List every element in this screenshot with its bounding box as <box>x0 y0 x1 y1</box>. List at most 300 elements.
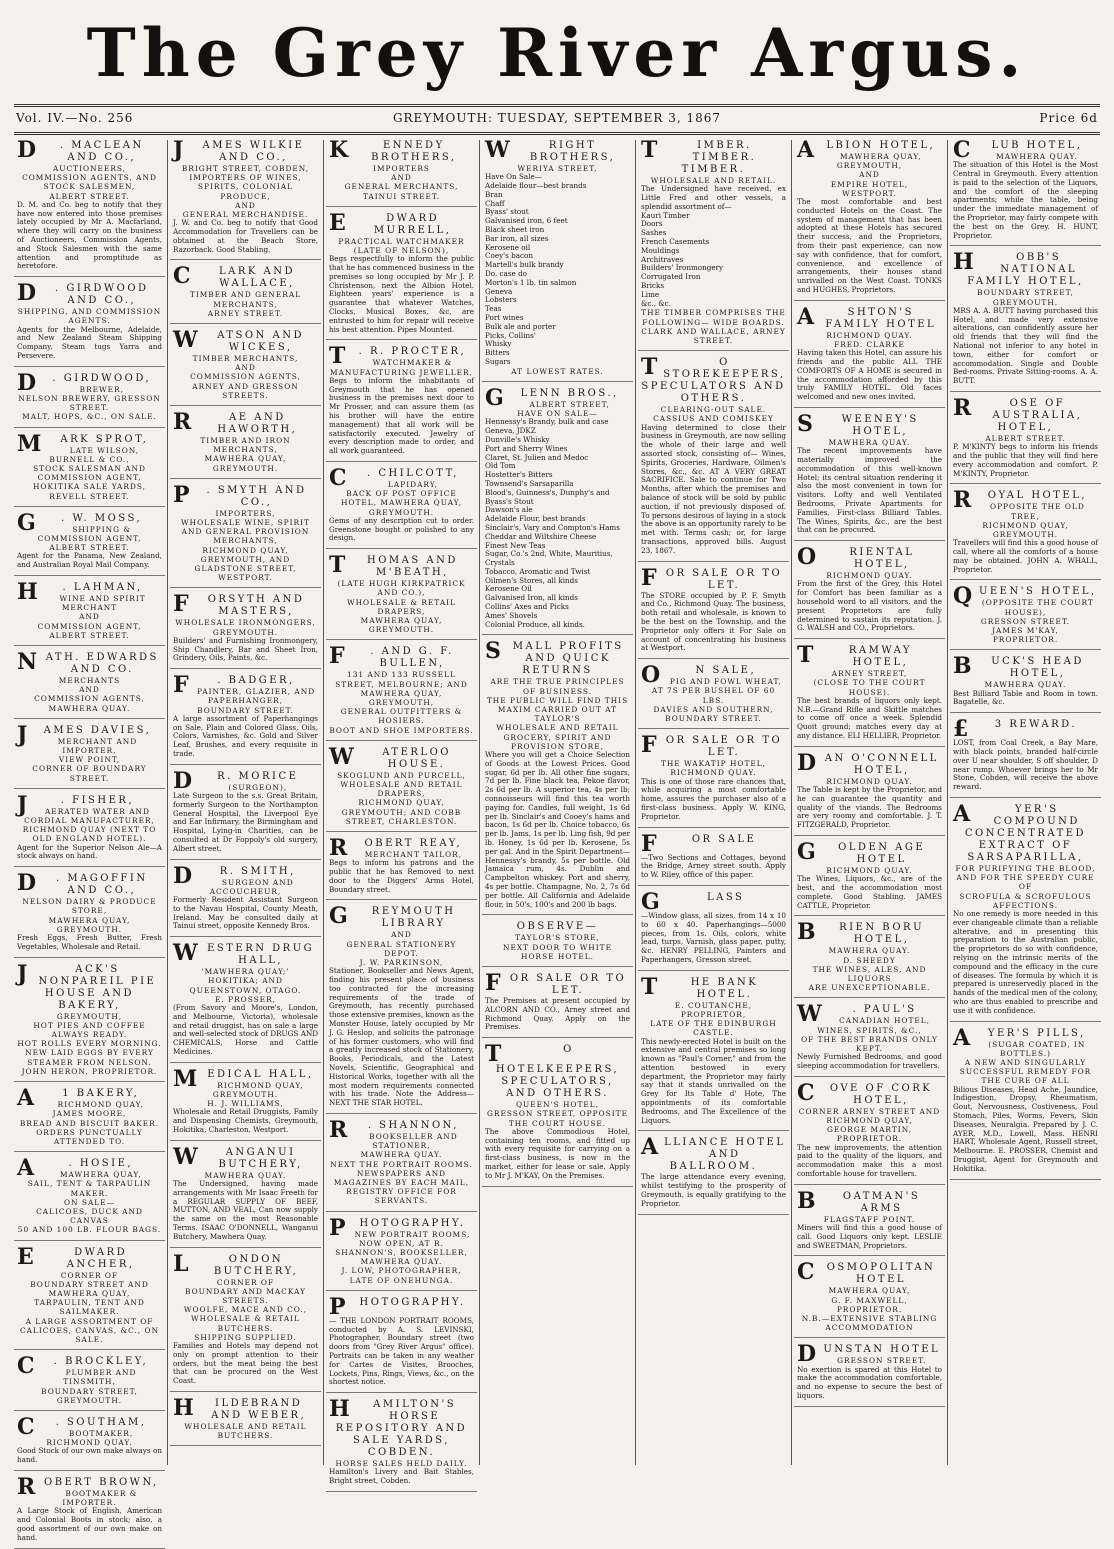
drop-cap: O <box>797 544 819 571</box>
ad-line: ARE UNEXCEPTIONABLE. <box>808 983 931 993</box>
ad-heading-text: HOTOGRAPHY. <box>359 1217 466 1229</box>
ad-heading-text: . GIRDWOOD AND CO., <box>55 283 149 307</box>
ad-body: D. M. and Co. beg to notify that they have now entered into those premises lately occupied by Mr A. Macfarland, where they will carry on the business of Auctioneers, Commission Agents, and Stock Salesmen with the same attention and promptitude as heretofore. <box>17 199 162 271</box>
ad-heading-text: ATSON AND WICKES, <box>217 330 305 354</box>
ad-line: MAWHERA QUAY. <box>204 1170 287 1180</box>
advertisement <box>170 1250 321 1392</box>
ad-line: AUCTIONEERS, <box>52 164 127 173</box>
list-item: Mouldings <box>641 245 680 255</box>
ad-line: WHOLESALE AND RETAIL GROCERY, SPIRIT AND PROVISION STORE, <box>496 723 619 751</box>
ad-line: LATE OF ONEHUNGA. <box>349 1275 454 1285</box>
advertisement <box>14 1243 165 1351</box>
ad-heading-text: 1 BAKERY, <box>62 1088 140 1100</box>
drop-cap: £ <box>953 716 971 743</box>
advertisement <box>170 409 321 479</box>
advertisement <box>794 749 945 836</box>
drop-cap: F <box>485 970 504 997</box>
advertisement <box>950 249 1101 392</box>
ad-line: GEORGE MARTIN, PROPRIETOR. <box>826 1125 913 1144</box>
drop-cap: T <box>329 343 348 370</box>
ad-line: G. F. MAXWELL, PROPRIETOR. <box>831 1295 908 1314</box>
ad-heading <box>797 303 942 331</box>
ad-body: The situation of this Hotel is the Most Central in Greymouth. Every attention is paid to the selection of the Liquors, and the comfort of the sleeping apartments; while the table, being under the immediate management of the Proprietor, may fairly compete with the best on the Grey. H. HUNT, Proprietor. <box>953 160 1098 240</box>
ad-line: WHOLESALE AND RETAIL BUTCHERS. <box>184 1422 307 1441</box>
drop-cap: B <box>797 1187 819 1214</box>
ad-heading-text: . BADGER, <box>217 675 295 687</box>
drop-cap: H <box>953 249 977 276</box>
drop-cap: C <box>329 464 350 491</box>
ad-line: GRESSON STREET. <box>980 616 1071 626</box>
ad-heading-text: OSMOPOLITAN HOTEL <box>826 1262 936 1286</box>
advertisement <box>170 591 321 669</box>
ad-heading <box>17 1243 162 1271</box>
ad-heading-text: AN O'CONNELL HOTEL, <box>824 752 939 776</box>
ad-body: Agent for the Panama, New Zealand, and Australian Royal Mail Company. <box>17 551 162 570</box>
ad-line: RICHMOND QUAY (NEXT TO OLD ENGLAND HOTEL). <box>22 825 157 844</box>
ad-line: COMMISSION AGENT, <box>37 621 142 631</box>
ad-line: PAINTER, GLAZIER, AND PAPERHANGER, <box>196 687 316 706</box>
ad-line: PROPRIETOR. <box>992 635 1059 645</box>
ad-line: AND <box>235 200 256 210</box>
list-item: Chaff <box>485 198 505 208</box>
ad-body: Agent for the Superior Nelson Ale—A stock always on hand. <box>17 842 162 861</box>
drop-cap: C <box>797 1079 818 1106</box>
advertisement <box>14 791 165 867</box>
list-item: Martell's bulk brandy <box>485 260 564 270</box>
ad-line: SCROFULA & SCROFULOUS AFFECTIONS. <box>959 891 1092 910</box>
drop-cap: S <box>797 410 816 437</box>
ad-line: NEW PORTRAIT ROOMS, <box>354 1229 471 1239</box>
advertisement <box>170 1395 321 1446</box>
ad-line: AND <box>79 685 100 695</box>
ad-line: THE PUBLIC WILL FIND THIS MAXIM CARRIED OUT AT <box>486 695 629 715</box>
drop-cap: F <box>329 643 348 670</box>
ad-body: Wholesale and Retail Druggists, Family and Dispensing Chemists, Greymouth, Hokitika, Charleston, Westport. <box>173 1107 318 1135</box>
ad-line: BREWER, <box>79 384 124 394</box>
advertisement <box>14 430 165 507</box>
advertisement <box>794 137 945 301</box>
ad-line: NELSON DAIRY & PRODUCE STORE, <box>22 897 157 916</box>
list-item: &c., &c. <box>641 298 671 308</box>
ad-body: Formerly Resident Assistant Surgeon to the Navau Hospital, County Meath, Ireland. May be consulted daily at Tainui street, opposite Kennedy Bros. <box>173 895 318 931</box>
ad-line: MAWHERA QUAY. <box>48 703 131 713</box>
ad-body: The best brands of liquors only kept. N.B.—Grand Rifle and Skittle matches to come off once a week. Splendid Quoit ground; matches every day at any distance. ELI HELLIER, Proprietor. <box>797 695 942 740</box>
ad-heading <box>173 591 318 618</box>
ad-line: HORSE SALES HELD DAILY. <box>335 1459 468 1469</box>
ad-heading <box>641 354 786 405</box>
advertisement <box>482 1041 633 1186</box>
ad-body: Travellers will find this a good house of call, where all the comforts of a house may be obtained. JOHN A. WHALL, Proprietor. <box>953 538 1098 574</box>
ad-heading-text: OYAL HOTEL, <box>987 490 1088 502</box>
ad-heading-text: LARK AND WALLACE, <box>218 266 296 290</box>
ad-line: MERCHANT TAILOR, <box>364 850 463 860</box>
ad-line: (SURGEON), <box>228 782 288 792</box>
drop-cap: C <box>17 1353 38 1380</box>
ad-heading <box>173 481 318 509</box>
ad-heading-text: UCK'S HEAD HOTEL, <box>991 656 1084 680</box>
ad-heading-text: ACK'S NONPAREIL PIE HOUSE AND BAKERY, <box>38 963 157 1011</box>
drop-cap: T <box>485 1041 504 1068</box>
ad-heading-text: O HOTELKEEPERS, SPECULATORS, AND OTHERS. <box>495 1044 620 1100</box>
ad-line: MAWHERA QUAY. <box>828 946 911 956</box>
drop-cap: R <box>173 409 194 436</box>
ad-line: COMMISSION AGENTS, <box>34 694 145 704</box>
ad-line: MAWHERA QUAY. <box>984 680 1067 690</box>
advertisement <box>14 721 165 789</box>
ad-line: ARE THE TRUE PRINCIPLES OF BUSINESS. <box>490 677 625 696</box>
ad-line: ARNEY STREET. <box>207 308 284 318</box>
ad-heading-text: . R. PROCTER, <box>358 346 467 358</box>
advertisement <box>326 1214 477 1291</box>
ad-heading-text: YER'S COMPOUND CONCENTRATED EXTRACT OF SARSAPARILLA, <box>964 803 1087 863</box>
ad-line: WINE AND SPIRIT MERCHANT <box>59 594 146 613</box>
ad-heading <box>173 137 318 164</box>
advertisement <box>950 1024 1101 1180</box>
ad-line: J. LOW, PHOTOGRAPHER, <box>341 1266 462 1276</box>
drop-cap: G <box>485 384 507 411</box>
ad-line: HOKITIKA; AND QUEENSTOWN, OTAGO. <box>189 976 302 995</box>
ad-line: TIMBER AND IRON MERCHANTS, <box>200 436 291 455</box>
drop-cap: W <box>173 940 201 967</box>
drop-cap: B <box>797 919 819 946</box>
ad-heading <box>953 716 1098 743</box>
ad-heading-text: AMES DAVIES, <box>43 724 152 736</box>
issue-date: GREYMOUTH: TUESDAY, SEPTEMBER 3, 1867 <box>392 111 722 125</box>
advertisement <box>950 137 1101 246</box>
ad-heading-text: OR SALE OR TO LET. <box>665 735 783 759</box>
masthead <box>0 0 1114 100</box>
ad-heading-text: ARK SPROT, <box>60 433 149 445</box>
list-item: Sinclair's, Vary and Compton's Hams <box>485 522 620 532</box>
ad-line: HOKITIKA SALE YARDS, <box>32 482 147 492</box>
ad-heading <box>17 870 162 897</box>
ad-line: SURGEON AND ACCOUCHEUR, <box>209 877 294 896</box>
advertisement <box>794 838 945 916</box>
ad-heading-text: . BROCKLEY, <box>53 1356 149 1368</box>
ad-line: ARNEY STREET, <box>831 669 908 679</box>
list-item: Kauri Timber <box>641 210 690 220</box>
advertisement <box>326 1396 477 1492</box>
ad-heading <box>797 1079 942 1107</box>
ad-heading-text: . AND G. F. BULLEN, <box>370 646 454 670</box>
item-list <box>641 212 786 309</box>
ad-line: HAVE ON SALE— <box>517 409 598 419</box>
drop-cap: C <box>953 137 974 163</box>
drop-cap: M <box>173 1065 200 1092</box>
ad-line: ALBERT STREET. <box>49 630 130 640</box>
ad-body: The most comfortable and best conducted Hotels on the Coast. The system of management that has been adopted at these Hotels has secured their success, and the Proprietors, from their past experience, can now say with confidence, that for comfort, convenience, and excellence of arrangements, their houses stand unrivalled on the West Coast. TONKS and HUGHES, Proprietors. <box>797 197 942 294</box>
ad-body: Good Stock of our own make always on hand. <box>17 1446 162 1465</box>
drop-cap: A <box>953 1024 973 1051</box>
ad-body: The above Commodious Hotel, containing ten rooms, and fitted up with every requisite for carrying on a first-class business, is now in the market, either for lease or sale. Apply to Mr J. M'KAY, On the Premises. <box>485 1126 630 1180</box>
ad-line: CLEARING-OUT SALE. <box>660 405 767 415</box>
drop-cap: R <box>953 487 974 514</box>
ad-heading-text: DWARD ANCHER, <box>66 1246 135 1270</box>
drop-cap: E <box>329 209 349 236</box>
advertisement <box>326 903 477 1114</box>
advertisement <box>950 487 1101 580</box>
ad-heading <box>953 800 1098 864</box>
ad-line: RICHMOND QUAY. <box>826 776 913 786</box>
dateline-rule-2 <box>14 134 1100 135</box>
ad-line: WINES, SPIRITS, &C., <box>817 1025 922 1035</box>
list-item: Do. case do <box>485 268 527 278</box>
list-item: Black sheet iron <box>485 224 545 234</box>
advertisement <box>482 970 633 1038</box>
list-item: Bitters <box>485 348 510 358</box>
ad-heading-text: 3 REWARD. <box>994 719 1078 731</box>
ad-heading-text: R. MORICE <box>217 770 299 782</box>
ad-line: RICHMOND QUAY. <box>826 865 913 875</box>
ad-line: JAMES M'KAY, <box>992 625 1059 635</box>
ad-line: JOHN HERON, PROPRIETOR. <box>21 1066 158 1076</box>
ad-line: D. SHEEDY <box>843 955 896 965</box>
advertisement <box>14 1085 165 1152</box>
ad-line: H. J. WILLIAMS, <box>207 1099 284 1109</box>
ad-heading-text: IMBER. TIMBER. TIMBER. <box>681 140 757 175</box>
ad-line: AND <box>79 612 100 622</box>
column-divider <box>635 140 636 1465</box>
drop-cap: F <box>641 732 660 759</box>
ad-body: No one remedy is more needed in this ever changeable climate than a reliable alterative, and in presenting this preparation to the Australian public, the proprietors do so with confidence, relying on the intrinsic merits of the compound and the efficacy in the cure of diseases. The formula by which it is prepared is unreservedly placed in the hands of the medical men of the colony, who are thus enabled to prescribe and use it with confidence. <box>953 908 1098 1015</box>
ad-heading <box>17 280 162 307</box>
ad-body: —Window glass, all sizes, from 14 x 10 to 60 x 40. Paperhangings—5000 pieces, from 1s. Oils, colors, white lead, turps, Varnish, glass paper, putty, &c. HENRY PELLING, Painters and Paperhangers, Gresson street. <box>641 910 786 964</box>
ad-heading <box>17 649 162 676</box>
advertisement <box>170 327 321 406</box>
list-item: Doors <box>641 219 663 229</box>
ad-heading <box>485 1041 630 1100</box>
ad-heading-text: N SALE, <box>695 665 757 677</box>
ad-line: QUEEN'S HOTEL, <box>515 1100 600 1110</box>
ad-line: BOOKSELLER AND STATIONER, <box>369 1131 458 1151</box>
ad-line: REVELL STREET. <box>49 491 130 501</box>
ad-body: Families and Hotels may depend not only on prompt attention to their orders, but the meat being the best that can be procured on the West Coast. <box>173 1341 318 1386</box>
ad-line: CALICOES, DUCK AND CANVAS <box>36 1206 143 1226</box>
advertisement <box>170 1143 321 1248</box>
drop-cap: T <box>641 354 660 381</box>
ad-body: Having determined to close their business in Greymouth, are now selling the whole of their large and well assorted stock, consisting of— Wines, Spirits, Groceries, Hardware, Oilmen's Stores, &c., &c. AT A VERY GREAT SACRIFICE. Sale to continue for Two Months, after which the premises and balance of stock will be sold by public auction, if not previously disposed of. To persons desirous of laying in a stock the above is an opportunity rarely to be met with. Terms cash; or, for large transactions, approved bills. August 23, 1867. <box>641 422 786 555</box>
ad-body: Stationer, Bookseller and News Agent, finding his present place of business too contracted for the increasing requirements of the trade of Greymouth, has recently purchased those extensive premises, known as the Monster House, lately occupied by Mr J. G. Heslop, and solicits the patronage of his former customers, who will find a greatly increased stock of Stationery, Books, Periodicals, and the Latest Novels, Scientific, Geographical and Historical Works, together with all the most modern requirements connected with his trade. Note the Address—NEXT THE STAR HOTEL. <box>329 966 474 1108</box>
drop-cap: C <box>173 263 194 290</box>
list-item: Geneva <box>485 286 513 296</box>
advertisement <box>14 579 165 646</box>
ad-line: LAPIDARY, <box>388 479 439 489</box>
ad-heading <box>797 410 942 438</box>
ad-line: SAIL, TENT & TARPAULIN MAKER. <box>27 1179 152 1198</box>
drop-cap: G <box>797 838 819 865</box>
drop-cap: W <box>329 743 357 770</box>
list-item: Townsend's Sarsaparilla <box>485 478 574 488</box>
list-item: Lime <box>641 289 660 299</box>
ad-line: WHOLESALE & RETAIL DRAPERS, <box>346 597 457 616</box>
ad-line: ORDERS PUNCTUALLY ATTENDED TO. <box>36 1127 143 1146</box>
drop-cap: G <box>329 903 351 930</box>
drop-cap: P <box>329 1214 349 1241</box>
advertisement <box>638 137 789 351</box>
drop-cap: W <box>797 1001 825 1028</box>
advertisement <box>482 137 633 382</box>
advertisement <box>638 732 789 827</box>
columns <box>14 137 1104 1542</box>
advertisement <box>170 862 321 938</box>
ad-line: MAWHERA QUAY. <box>360 1150 443 1160</box>
ad-heading <box>17 137 162 164</box>
ad-heading <box>485 137 630 164</box>
ad-body: LOST, from Coal Creek, a Bay Mare, with black points, branded half-circle over U near shoulder, S off shoulder, D near rump. Whoever brings her to Mr Stone, Cobden, will receive the above reward. <box>953 738 1098 792</box>
list-item: Morton's 1 lb. tin salmon <box>485 277 577 287</box>
advertisement <box>326 1293 477 1393</box>
ad-heading-text: ILDEBRAND AND WEBER, <box>211 1398 307 1422</box>
advertisement <box>950 800 1101 1022</box>
ad-line: WHOLESALE WINE, SPIRIT AND GENERAL PROVISION MERCHANTS, <box>181 518 310 546</box>
ad-heading-text: SHTON'S FAMILY HOTEL <box>825 306 937 330</box>
ad-line: ARNEY AND GRESSON STREETS. <box>192 381 299 400</box>
ad-line: GREYMOUTH. <box>212 463 279 473</box>
list-item: Bar iron, all sizes <box>485 233 549 243</box>
column-divider <box>947 140 948 1465</box>
ad-heading-text: OBSERVE— <box>516 921 599 933</box>
ad-line: DAVIES AND SOUTHERN, <box>653 704 774 714</box>
ad-line: TAINUI STREET. <box>362 191 441 201</box>
ad-line: BOOTMAKER & IMPORTER. <box>62 1488 138 1508</box>
list-item: Bulk ale and porter <box>485 321 556 331</box>
ad-heading-text: UNSTAN HOTEL <box>823 1344 941 1356</box>
advertisement <box>794 1187 945 1257</box>
drop-cap: P <box>329 1293 349 1320</box>
advertisement <box>638 354 789 561</box>
ad-body: The Premises at present occupied by ALCORN AND CO., Arney street and Richmond Quay. Apply on the Premises. <box>485 996 630 1032</box>
ad-line: WESTPORT. <box>842 188 897 198</box>
ad-line: OPPOSITE THE OLD TREE, <box>990 502 1085 521</box>
advertisement <box>950 716 1101 798</box>
ad-line: MAWHERA QUAY. <box>996 152 1078 161</box>
ad-line: (OPPOSITE THE COURT HOUSE), <box>981 598 1094 617</box>
list-item: Claret, St. Julien and Medoc <box>485 452 589 462</box>
ad-line: WERIYA STREET, <box>517 164 598 173</box>
ad-line: MAWHERA QUAY, GREYMOUTH. <box>360 615 443 635</box>
ad-line: GENERAL STATIONERY DEPOT. <box>346 939 457 958</box>
ad-line: NOW OPEN, AT R. SHANNON'S, BOOKSELLER, MAWHERA QUAY. <box>335 1238 468 1267</box>
ad-heading-text: RIEN BORU HOTEL, <box>839 922 924 946</box>
ad-line: COMMISSION AGENTS, AND STOCK SALESMEN, <box>22 173 157 192</box>
advertisement <box>170 481 321 589</box>
ad-line: BOOT AND SHOE IMPORTERS. <box>329 725 474 735</box>
ad-heading <box>797 642 942 669</box>
ad-body: Hamilton's Livery and Bait Stables, Bright street, Cobden. <box>329 1467 474 1486</box>
ad-line: RICHMOND QUAY, <box>57 1100 144 1110</box>
list-item: Have On Sale— <box>485 172 542 182</box>
drop-cap: G <box>17 509 39 536</box>
advertisement <box>794 303 945 408</box>
ad-heading <box>641 830 786 857</box>
drop-cap: O <box>641 662 663 689</box>
list-item: Oilmen's Stores, all kinds <box>485 575 578 585</box>
list-item: Hennessy's Brandy, bulk and case <box>485 417 609 427</box>
ad-line: (LATE HUGH KIRKPATRICK AND CO.), <box>337 579 466 598</box>
ad-line: MERCHANT AND IMPORTER, <box>57 736 138 756</box>
ad-line: AND <box>391 173 412 183</box>
ad-body: The new improvements, the attention paid to the quality of the liquors, and accommodation make this a most comfortable house for travellers. <box>797 1142 942 1178</box>
ad-line: EMPIRE HOTEL, <box>830 179 909 189</box>
ad-line: IMPORTERS <box>373 164 430 173</box>
drop-cap: D <box>173 767 195 794</box>
list-item: Blood's, Guinness's, Dunphy's and Byass's Stout <box>485 487 610 506</box>
ad-line: A NEW AND SINGULARLY SUCCESSFUL REMEDY FOR THE CURE OF ALL <box>959 1057 1092 1086</box>
ad-line: ALBERT STREET, <box>529 399 610 409</box>
item-list <box>485 173 630 367</box>
advertisement <box>794 544 945 639</box>
advertisement <box>14 1353 165 1411</box>
ad-heading-text: ORSYTH AND MASTERS, <box>207 594 305 618</box>
ad-line: TARPAULIN, TENT AND SAILMAKER. <box>34 1298 145 1317</box>
ad-body: The Table is kept by the Proprietor, and he can guarantee the quantity and quality of the viands. The Bedrooms are very roomy and comfortable. J. T. FITZGERALD, Proprietor. <box>797 784 942 830</box>
drop-cap: F <box>641 564 660 591</box>
list-item: Dunville's Whisky <box>485 434 550 444</box>
drop-cap: L <box>173 1250 191 1277</box>
ad-body: From the first of the Grey, this Hotel for Comfort has been familiar as a household word to all visitors, and the present Proprietors are fully determined to sustain its reputation. J. G. WALSH and CO., Proprietors. <box>797 579 942 633</box>
drop-cap: W <box>485 137 513 163</box>
drop-cap: P <box>173 481 193 508</box>
ad-heading-text: OATMAN'S ARMS <box>842 1190 921 1214</box>
advertisement <box>14 137 165 277</box>
ad-heading-text: O STOREKEEPERS, SPECULATORS AND OTHERS. <box>641 357 786 405</box>
ad-line: BRIGHT STREET, COBDEN, <box>181 164 310 173</box>
column-1 <box>14 137 165 1542</box>
ad-heading <box>797 1259 942 1286</box>
advertisement <box>794 1259 945 1338</box>
column-divider <box>791 140 792 1465</box>
drop-cap: R <box>953 394 974 421</box>
ad-line: SHIPPING SUPPLIED. <box>194 1332 297 1342</box>
list-item: Port and Sherry Wines <box>485 443 568 453</box>
ad-line: MAWHERA QUAY. <box>828 437 911 447</box>
ad-body: — THE LONDON PORTRAIT ROOMS, conducted by A. S. LEVINSKI, Photographer, Boundary street (two doors from "Grey River Argus" office). Portraits can be taken in any weather for Cartes de Visites, Brooches, Lockets, Pins, Rings, Views, &c., on the shortest notice. <box>329 1315 474 1387</box>
ad-body: No exertion is spared at this Hotel to make the accommodation comfortable, and no expense to secure the best of liquors. <box>797 1364 942 1400</box>
ad-line: BOUNDARY STREET, GREYMOUTH. <box>977 288 1074 307</box>
ad-line: 50 AND 100 LB. FLOUR BAGS. <box>17 1225 162 1235</box>
ad-heading-text: OVE OF CORK HOTEL, <box>829 1082 933 1106</box>
ad-line: NEXT DOOR TO WHITE HORSE HOTEL. <box>503 942 612 961</box>
ad-line: BOUNDARY STREET. <box>665 713 762 723</box>
ad-line: MAWHERA QUAY, <box>828 1286 911 1296</box>
ad-heading <box>173 940 318 967</box>
ad-heading-text: OBB'S NATIONAL FAMILY HOTEL, <box>967 252 1084 288</box>
ad-body: The recent improvements have materially improved the accommodation of this well-known Hotel; its central situation rendering it also the most convenient in town for visitors. Lofty and well Ventilated Bedrooms, Private Apartments for Families, First-class Billiard Tables. The Wines, Spirits, &c., are the best that can be procured. <box>797 446 942 535</box>
ad-line: WATCHMAKER & MANUFACTURING JEWELLER, <box>330 358 473 377</box>
ad-heading-text: AMES WILKIE AND CO., <box>202 140 305 163</box>
list-item: Corrugated Iron <box>641 272 701 282</box>
ad-heading-text: . SHANNON, <box>367 1119 459 1131</box>
ad-line: LATE OF THE EDINBURGH CASTLE. <box>650 1019 777 1038</box>
ad-body: Miners will find this a good house of call. Good Liquors only kept. LESLIE and SWEETMAN, Proprietors. <box>797 1222 942 1250</box>
ad-heading <box>797 838 942 866</box>
advertisement <box>950 653 1101 713</box>
ad-line: WHOLESALE AND RETAIL. <box>650 176 777 185</box>
drop-cap: F <box>173 591 192 618</box>
advertisement <box>482 921 633 967</box>
ad-line: MALT, HOPS, &C., ON SALE. <box>22 412 157 422</box>
ad-heading <box>329 743 474 771</box>
advertisement <box>638 830 789 886</box>
advertisement <box>950 394 1101 484</box>
list-item: Bricks <box>641 280 665 290</box>
ad-tail: THE TIMBER COMPRISES THE FOLLOWING— WIDE BOARDS. CLARK AND WALLACE, ARNEY STREET. <box>641 308 786 345</box>
ad-line: HOT PIES AND COFFEE ALWAYS READY. <box>33 1020 146 1040</box>
drop-cap: J <box>17 791 30 818</box>
ad-body: P. M'KINTY begs to inform his friends and the public that they will find here every accommodation and comfort. P. M'KINTY, Proprietor. <box>953 442 1098 478</box>
ad-heading-text: REYMOUTH LIBRARY <box>371 906 456 930</box>
ad-heading-text: HE BANK HOTEL. <box>690 976 759 1000</box>
